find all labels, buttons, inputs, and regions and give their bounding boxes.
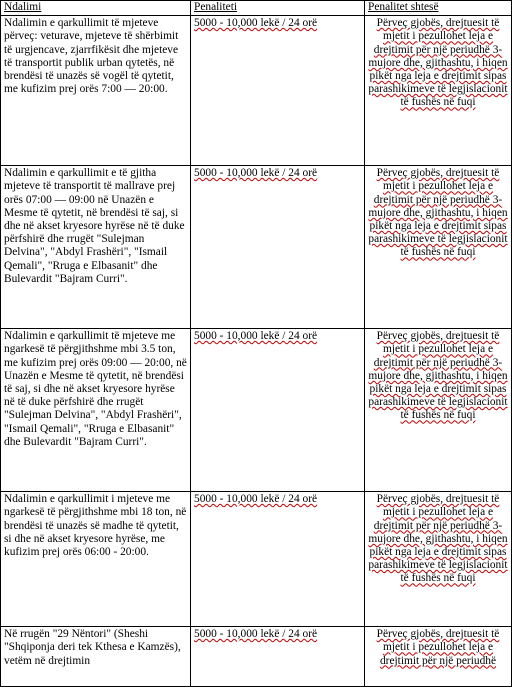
restriction-cell: Në rrugën "29 Nëntori" (Sheshi "Shqiponja deri tek Kthesa e Kamzës), vetëm në drejtimin bbox=[1, 627, 191, 687]
header-extra-penalty: Penalitet shtesë bbox=[365, 1, 512, 16]
penalty-cell: 5000 - 10,000 lekë / 24 orë bbox=[191, 166, 365, 329]
table-row bbox=[1, 492, 512, 627]
penalty-cell: 5000 - 10,000 lekë / 24 orë bbox=[191, 16, 365, 166]
penalty-cell: 5000 - 10,000 lekë / 24 orë bbox=[191, 627, 365, 687]
penalty-cell: 5000 - 10,000 lekë / 24 orë bbox=[191, 329, 365, 492]
table-row bbox=[1, 329, 512, 492]
extra-penalty-cell: Përveç gjobës, drejtuesit të mjetit i pezullohet leja e drejtimit për një periudhë 3-mujore dhe, gjithashtu, i hiqen pikët nga leja e drejtimit sipas parashikimeve të legjislacionit të fushës në fuqi bbox=[365, 492, 512, 627]
header-restriction: Ndalimi bbox=[1, 1, 191, 16]
extra-penalty-cell: Përveç gjobës, drejtuesit të mjetit i pezullohet leja e drejtimit për një periudhë 3-mujore dhe, gjithashtu, i hiqen pikët nga leja e drejtimit sipas parashikimeve të legjislacionit të fushës në fuqi bbox=[365, 329, 512, 492]
penalty-cell: 5000 - 10,000 lekë / 24 orë bbox=[191, 492, 365, 627]
restriction-cell: Ndalimin e qarkullimit e të gjitha mjeteve të transportit të mallrave prej orës 07:00 — 09:00 në Unazën e Mesme të qytetit, në brendësi të saj, si dhe në akset kryesore hyrëse në të duke përfshirë dhe rrugët "Sulejman Delvina", "Abdyl Frashëri", "Ismail Qemali", "Rruga e Elbasanit" dhe Bulevardit "Bajram Curri". bbox=[1, 166, 191, 329]
table-header-row bbox=[1, 1, 512, 16]
restriction-cell: Ndalimin e qarkullimit të mjeteve me ngarkesë të përgjithshme mbi 3.5 ton, me kufizim prej orës 09:00 — 20:00, në Unazën e Mesme të qytetit, në brendësi të saj, si dhe në akset kryesore hyrëse në të duke përfshirë dhe rrugët "Sulejman Delvina", "Abdyl Frashëri", "Ismail Qemali", "Rruga e Elbasanit" dhe Bulevardit "Bajram Curri". bbox=[1, 329, 191, 492]
table-row bbox=[1, 16, 512, 166]
header-penalty: Penaliteti bbox=[191, 1, 365, 16]
restriction-cell: Ndalimin e qarkullimit i mjeteve me ngarkesë të përgjithshme mbi 18 ton, në brendësi të unazës së madhe të qytetit, si dhe në akset kryesore hyrëse, me kufizim prej orës 06:00 - 20:00. bbox=[1, 492, 191, 627]
extra-penalty-cell: Përveç gjobës, drejtuesit të mjetit i pezullohet leja e drejtimit për një periudhë 3-mujore dhe, gjithashtu, i hiqen pikët nga leja e drejtimit sipas parashikimeve të legjislacionit të fushës në fuqi bbox=[365, 166, 512, 329]
table-row bbox=[1, 166, 512, 329]
extra-penalty-cell: Përveç gjobës, drejtuesit të mjetit i pezullohet leja e drejtimit për një periudhë bbox=[365, 627, 512, 687]
extra-penalty-cell: Përveç gjobës, drejtuesit të mjetit i pezullohet leja e drejtimit për një periudhë 3-mujore dhe, gjithashtu, i hiqen pikët nga leja e drejtimit sipas parashikimeve të legjislacionit të fushës në fuqi bbox=[365, 16, 512, 166]
restriction-cell: Ndalimin e qarkullimit të mjeteve përveç: veturave, mjeteve të shërbimit të urgjencave, zjarrfikësit dhe mjeteve të transportit publik urban qytetës, në brendësi të unazës së vogël të qytetit, me kufizim prej orës 7:00 — 20:00. bbox=[1, 16, 191, 166]
